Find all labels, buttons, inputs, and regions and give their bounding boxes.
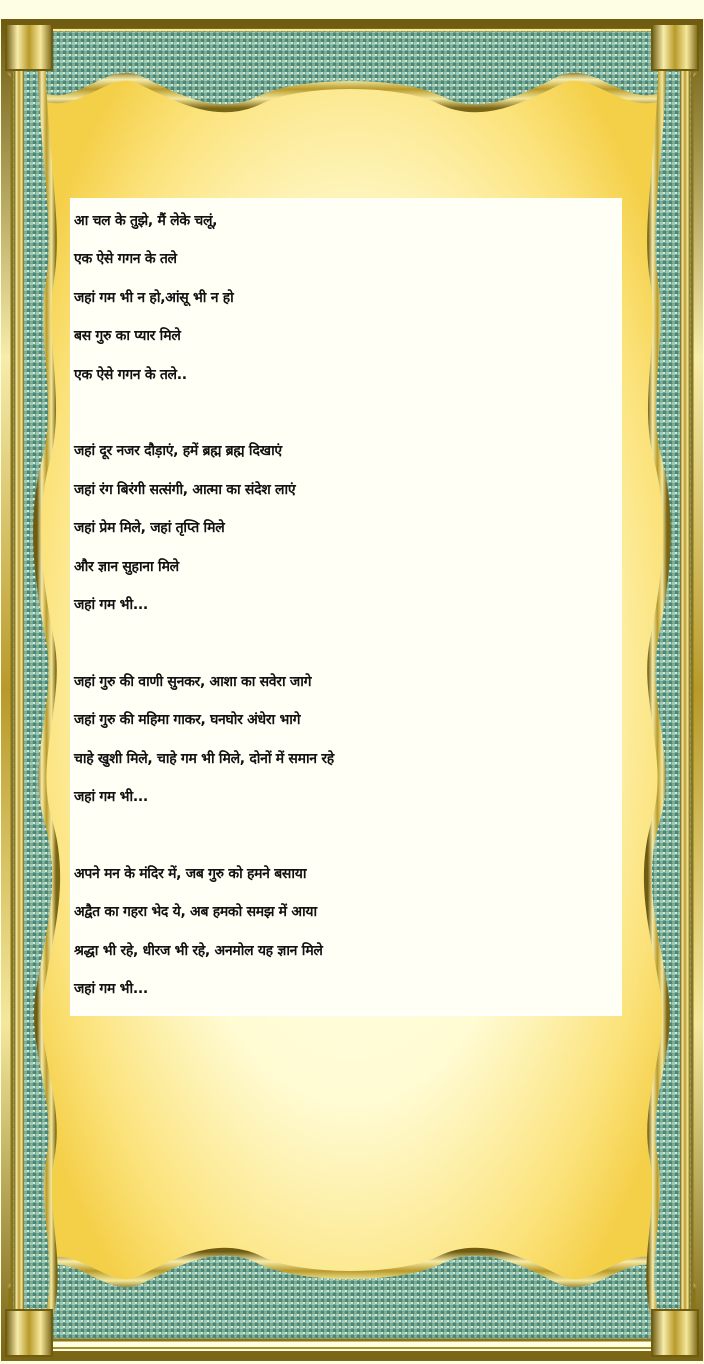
stanza-2: [74, 432, 634, 624]
stanza-1: [74, 202, 634, 394]
poem-line: जहां प्रेम मिले, जहां तृप्ति मिले: [74, 520, 225, 537]
poem-line: बस गुरु का प्यार मिले: [74, 328, 181, 345]
poem-line: और ज्ञान सुहाना मिले: [74, 558, 179, 575]
poem-line: एक ऐसे गगन के तले: [74, 251, 177, 268]
poem-line: अपने मन के मंदिर में, जब गुरु को हमने बसाया: [74, 865, 307, 882]
poem-line: चाहे खुशी मिले, चाहे गम भी मिले, दोनों में समान रहे: [74, 750, 334, 767]
poem-line: जहां दूर नजर दौड़ाएं, हमें ब्रह्म ब्रह्म दिखाएं: [74, 443, 282, 460]
stanza-4: [74, 855, 634, 1009]
poem-line: श्रद्धा भी रहे, धीरज भी रहे, अनमोल यह ज्ञान मिले: [74, 942, 323, 959]
poem-line: एक ऐसे गगन के तले..: [74, 366, 187, 383]
poem-line: जहां गम भी...: [74, 597, 148, 614]
poem-line: जहां गुरु की वाणी सुनकर, आशा का सवेरा जागे: [74, 673, 312, 690]
poem-line: आ चल के तुझे, मैं लेके चलूं,: [74, 213, 218, 229]
poem-text: [74, 202, 634, 1047]
poem-line: जहां रंग बिरंगी सत्संगी, आत्मा का संदेश लाएं: [74, 481, 296, 498]
poem-line: जहां गम भी...: [74, 789, 148, 806]
poem-line: अद्वैत का गहरा भेद ये, अब हमको समझ में आया: [74, 904, 317, 921]
stanza-3: [74, 663, 634, 817]
poem-line: जहां गम भी न हो,आंसू भी न हो: [74, 289, 234, 306]
poem-line: जहां गुरु की महिमा गाकर, घनघोर अंधेरा भागे: [74, 712, 301, 729]
poem-line: जहां गम भी...: [74, 981, 148, 998]
